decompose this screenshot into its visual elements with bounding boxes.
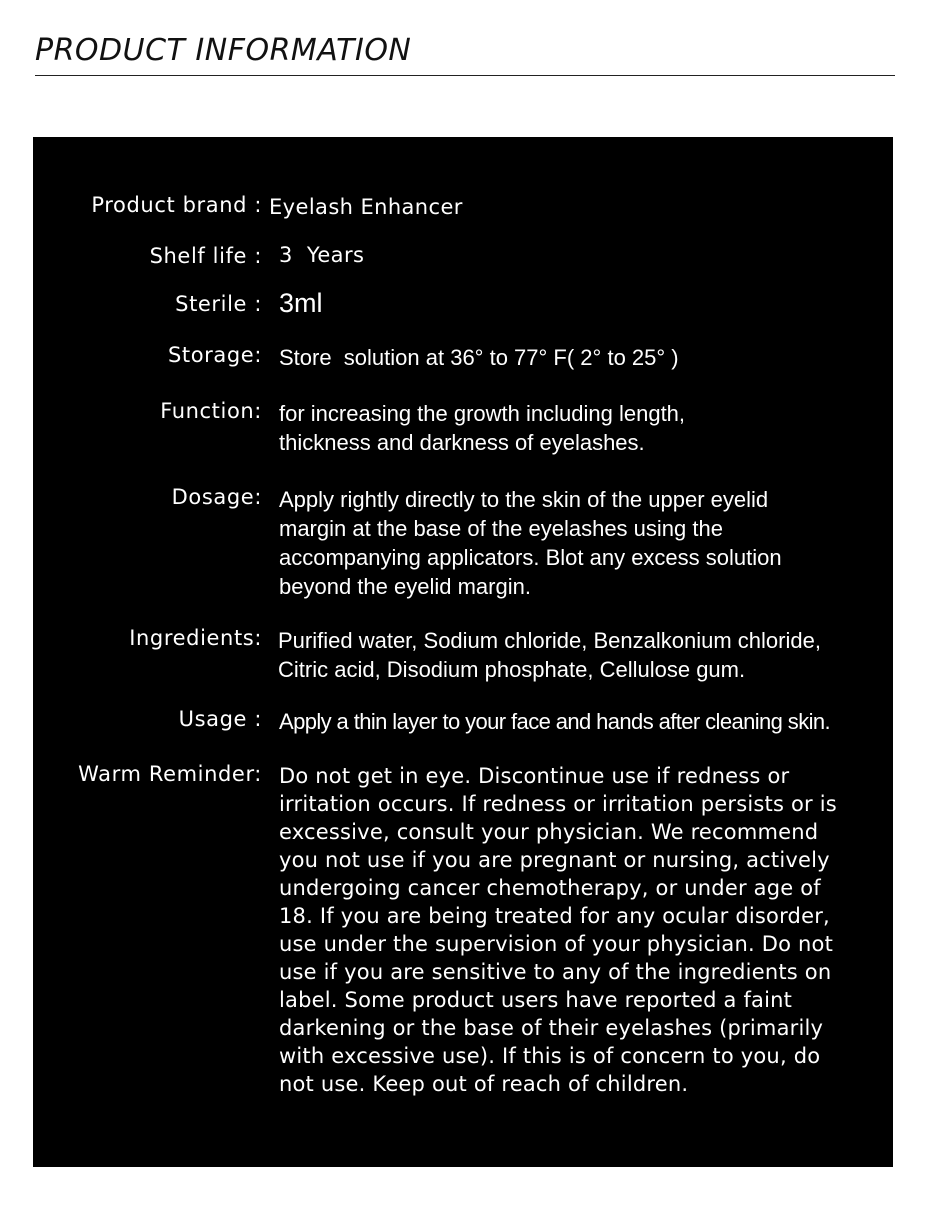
title-divider (35, 75, 895, 76)
storage-label: Storage: (167, 343, 262, 367)
dosage-label: Dosage: (171, 485, 262, 509)
usage-label: Usage : (178, 707, 262, 731)
function-label: Function: (160, 399, 262, 423)
warm-reminder-label: Warm Reminder: (78, 762, 262, 786)
shelf-life-value: 3 Years (279, 243, 365, 267)
function-value: for increasing the growth including length, thickness and darkness of eyelashes. (279, 401, 686, 455)
brand-label: Product brand : (91, 193, 262, 217)
usage-value: Apply a thin layer to your face and hands after cleaning skin. (279, 709, 831, 734)
ingredients-value: Purified water, Sodium chloride, Benzalkonium chloride, Citric acid, Disodium phosphate, Cellulose gum. (278, 628, 821, 682)
sterile-value: 3ml (279, 288, 323, 318)
warm-reminder-value: Do not get in eye. Discontinue use if redness or irritation occurs. If redness or irritation persists or is excessive, consult your physician. We recommend you not use if you are pregnant or nursing, actively undergoing cancer chemotherapy, or under age of 18. If you are being treated for any ocular disorder, use under the supervision of your physician. Do not use if you are sensitive to any of the ingredients on label. Some product users have reported a faint darkening or the base of their eyelashes (primarily with excessive use). If this is of concern to you, do not use. Keep out of reach of children. (279, 764, 837, 1096)
sterile-label: Sterile : (175, 292, 262, 316)
ingredients-label: Ingredients: (129, 626, 262, 650)
shelf-life-label: Shelf life : (149, 244, 262, 268)
page-title: PRODUCT INFORMATION (35, 33, 412, 68)
dosage-value: Apply rightly directly to the skin of the upper eyelid margin at the base of the eyelashes using the accompanying applicators. Blot any excess solution beyond the eyelid margin. (279, 487, 782, 599)
product-info-panel (33, 137, 893, 1167)
brand-value: Eyelash Enhancer (269, 195, 463, 219)
storage-value: Store solution at 36° to 77° F( 2° to 25° ) (279, 345, 679, 370)
